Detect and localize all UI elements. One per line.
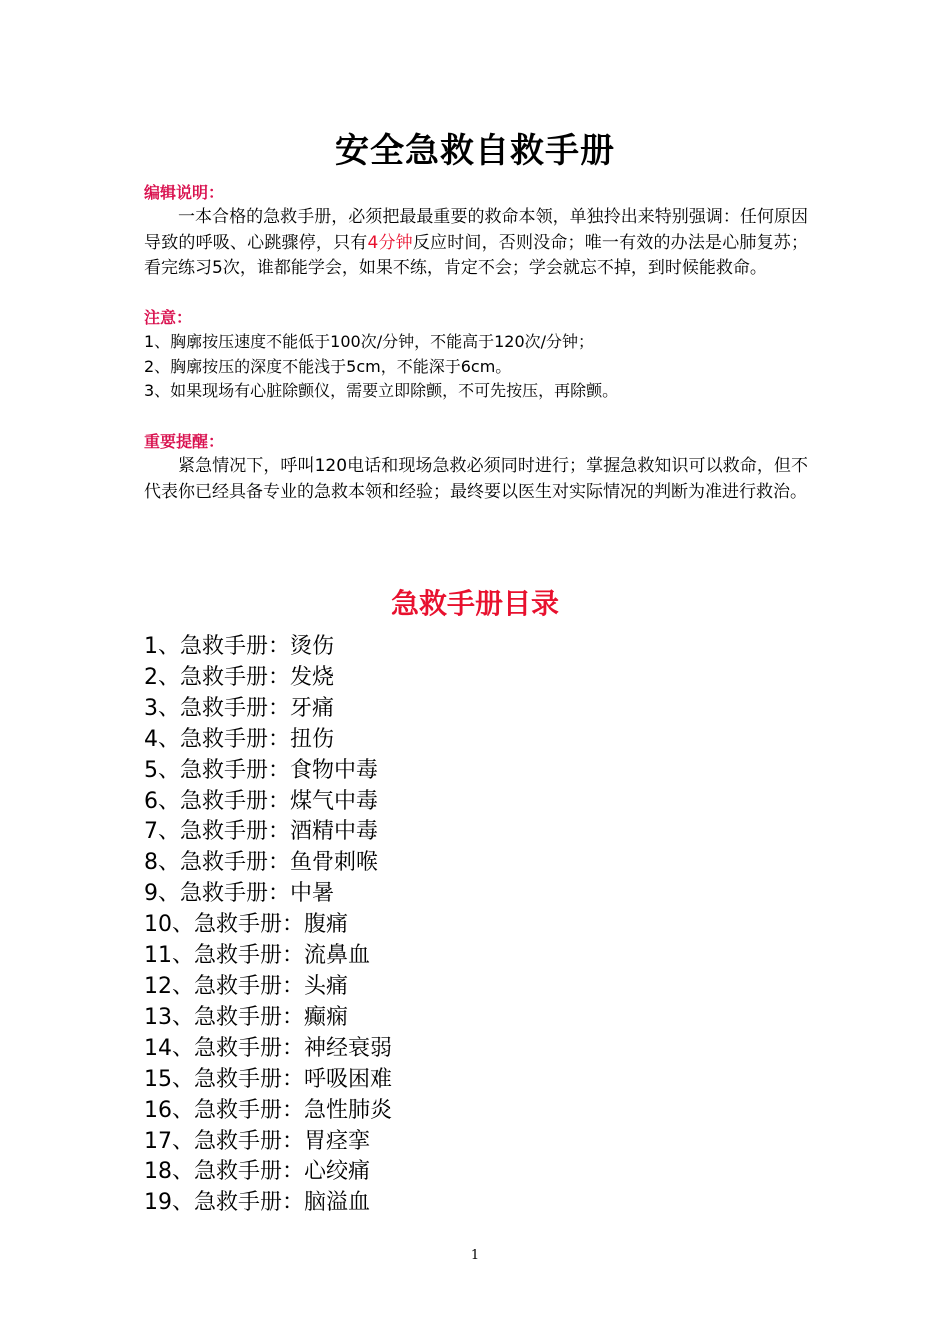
toc-item: 12、急救手册：头痛 [144,973,348,999]
toc-item: 14、急救手册：神经衰弱 [144,1035,392,1061]
reminder-label: 重要提醒： [144,432,225,451]
reminder-text: 紧急情况下，呼叫120电话和现场急救必须同时进行；掌握急救知识可以救命，但不代表你已经具备专业的急救本领和经验；最终要以医生对实际情况的判断为准进行救治。 [144,456,808,502]
toc-title: 急救手册目录 [390,587,559,620]
toc-item: 15、急救手册：呼吸困难 [144,1066,392,1092]
attention-item: 1、胸廓按压速度不能低于100次/分钟，不能高于120次/分钟； [144,332,595,351]
toc-item: 16、急救手册：急性肺炎 [144,1097,392,1123]
editor-note-text-before: 一本合格的急救手册，必须把最最重要的救命本领，单独拎出来特别强调：任何原因导致的呼吸、心跳骤停，只有 [144,207,808,253]
toc-item: 7、急救手册：酒精中毒 [144,819,378,845]
toc-item: 8、急救手册：鱼骨刺喉 [144,850,378,876]
attention-item: 2、胸廓按压的深度不能浅于5cm，不能深于6cm。 [144,356,512,376]
toc-item: 5、急救手册：食物中毒 [144,757,378,783]
attention-item: 3、如果现场有心脏除颤仪，需要立即除颤，不可先按压，再除颤。 [144,381,619,400]
attention-label: 注意： [144,308,193,327]
toc-item: 11、急救手册：流鼻血 [144,943,370,969]
toc-item: 3、急救手册：牙痛 [144,695,334,721]
toc-item: 13、急救手册：癫痫 [144,1004,348,1030]
toc-item: 4、急救手册：扭伤 [144,726,334,752]
reminder-paragraph [144,454,808,505]
editor-note-highlight: 4分钟 [367,232,413,253]
toc-item: 19、急救手册：脑溢血 [144,1190,370,1216]
toc-item: 1、急救手册：烫伤 [144,634,334,659]
toc-item: 2、急救手册：发烧 [144,664,334,690]
toc-item: 18、急救手册：心绞痛 [144,1159,370,1185]
document-title: 安全急救自救手册 [335,131,615,171]
toc-list [144,632,808,1219]
toc-item: 17、急救手册：胃痉挛 [144,1128,370,1154]
toc-item: 6、急救手册：煤气中毒 [144,788,378,814]
editor-note-paragraph [144,205,808,282]
page-number: 1 [470,1248,480,1263]
toc-item: 10、急救手册：腹痛 [144,912,348,938]
editor-note-label: 编辑说明： [144,183,225,202]
editor-note-text-after: 反应时间，否则没命；唯一有效的办法是心肺复苏；看完练习5次，谁都能学会，如果不练，肯定不会；学会就忘不掉，到时候能救命。 [144,232,808,278]
toc-item: 9、急救手册：中暑 [144,881,334,907]
attention-list [144,330,808,404]
